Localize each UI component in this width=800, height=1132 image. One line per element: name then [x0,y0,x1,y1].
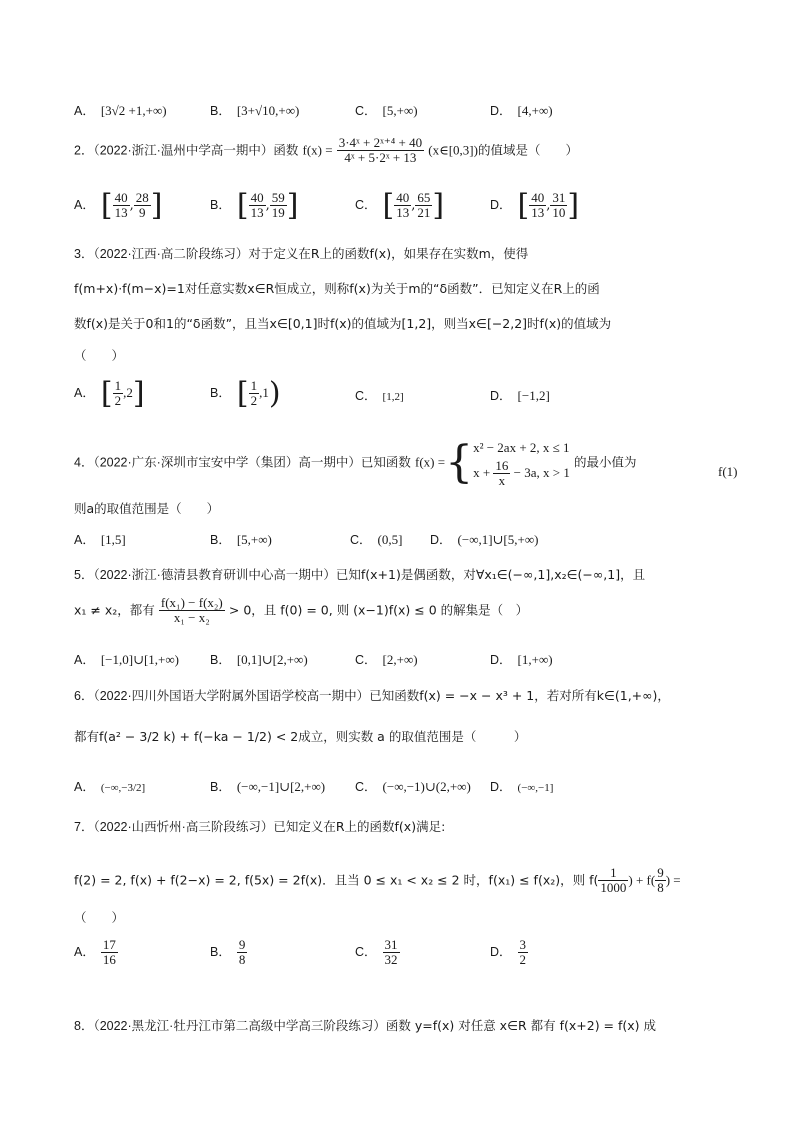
q3-stem-line1: 3．（2022·江西·高二阶段练习）对于定义在R上的函数f(x)，如果存在实数m，使得 [74,246,529,261]
q4-option-b[interactable]: B． [5,+∞) [210,532,272,547]
q2-option-b[interactable]: B． [ $\frac{40}{13}$ , $\frac{59}{19}$ ] [210,188,299,223]
q4-option-d[interactable]: D． (−∞,1]∪[5,+∞) [430,532,539,547]
q5-option-b[interactable]: B． [0,1]∪[2,+∞) [210,652,308,667]
q5-stem-line1: 5．（2022·浙江·德清县教育研训中心高一期中）已知f(x+1)是偶函数，对∀x₁∈(−∞,1],x₂∈(−∞,1]，且 [74,567,646,582]
q6-stem-line1: 6．（2022·四川外国语大学附属外国语学校高一期中）已知函数f(x) = −x − x³ + 1，若对所有k∈(1,+∞)， [74,688,670,703]
q2-option-d[interactable]: D． [ $\frac{40}{13}$ , $\frac{31}{10}$ ] [490,188,580,223]
q1-option-b[interactable]: B． [3+√10,+∞) [210,103,300,118]
q3-option-d[interactable]: D． [−1,2] [490,388,550,403]
q7-option-c[interactable]: C． $\frac{31}{32}$ [355,937,398,968]
q2-stem: 2．（2022·浙江·温州中学高一期中）函数 f(x) = $\frac{\text{3·4ˣ + 2ˣ⁺⁴ + 40}}{\text{4ˣ + 5·2ˣ + 13}}$ (x∈[0,3])的值域是（ ） [74,135,578,166]
q5-option-a[interactable]: A． [−1,0]∪[1,+∞) [74,652,179,667]
q6-option-d[interactable]: D． (−∞,−1] [490,780,554,794]
q1-option-c[interactable]: C． [5,+∞) [355,103,418,118]
q4-piecewise: x² − 2ax + 2, x ≤ 1 x + $\frac{16}{x}$ − 3a, x > 1 [473,440,570,489]
q1-option-d[interactable]: D． [4,+∞) [490,103,553,118]
q2-option-a[interactable]: A． [ $\frac{40}{13}$ , $\frac{28}{9}$ ] [74,188,163,223]
q7-stem-line3: （ ） [74,910,125,925]
q6-stem-line2: 都有f(a² − 3/2 k) + f(−ka − 1/2) < 2成立，则实数 a 的取值范围是（ ） [74,729,527,744]
q3-option-c[interactable]: C． [1,2] [355,389,404,403]
q6-option-a[interactable]: A． (−∞,−3/2] [74,780,146,794]
q4-option-a[interactable]: A． [1,5] [74,532,126,547]
q5-option-c[interactable]: C． [2,+∞) [355,652,418,667]
q4-option-c[interactable]: C． (0,5] [350,532,403,547]
q4-stem-line2: 则a的取值范围是（ ） [74,501,220,516]
q3-option-b[interactable]: B． [ $\frac{1}{2}$ ,1) [210,376,281,411]
q2-option-c[interactable]: C． [ $\frac{40}{13}$ , $\frac{65}{21}$ ] [355,188,445,223]
q6-option-b[interactable]: B． (−∞,−1]∪[2,+∞) [210,779,326,794]
q5-stem-line2: x₁ ≠ x₂，都有 $\frac{\text{f(x₁) − f(x₂)}}{\text{x₁ − x₂}}$ > 0，且 f(0) = 0, 则 (x−1)f(x) ≤ 0 的解集是（ ） [74,595,529,626]
q7-stem-line2: f(2) = 2, f(x) + f(2−x) = 2, f(5x) = 2f(x)．且当 0 ≤ x₁ < x₂ ≤ 2 时，f(x₁) ≤ f(x₂)，则 f( $\frac{1}{1000}$ ) + f( $\frac{9}{8}$ ) = [74,865,681,896]
q5-option-d[interactable]: D． [1,+∞) [490,652,553,667]
q3-stem-line2: f(m+x)·f(m−x)=1对任意实数x∈R恒成立，则称f(x)为关于m的“δ函数”．已知定义在R上的函 [74,281,600,296]
q3-option-a[interactable]: A． [ $\frac{1}{2}$ ,2] [74,376,145,411]
q3-stem-line4: （ ） [74,348,125,363]
q4-min-value: f(1) [718,464,738,479]
q4-stem: 4．（2022·广东·深圳市宝安中学（集团）高一期中）已知函数 f(x) ={ x² − 2ax + 2, x ≤ 1 x + $\frac{16}{x}$ − 3a, x > 1 的最小值为 [74,437,637,489]
q1-option-a[interactable]: A． [3√2 +1,+∞) [74,103,167,118]
q3-stem-line3: 数f(x)是关于0和1的“δ函数”，且当x∈[0,1]时f(x)的值域为[1,2]，则当x∈[−2,2]时f(x)的值域为 [74,316,612,331]
q8-stem-line1: 8．（2022·黑龙江·牡丹江市第二高级中学高三阶段练习）函数 y=f(x) 对任意 x∈R 都有 f(x+2) = f(x) 成 [74,1018,657,1033]
q7-stem-line1: 7．（2022·山西忻州·高三阶段练习）已知定义在R上的函数f(x)满足: [74,819,446,834]
q6-option-c[interactable]: C． (−∞,−1)∪(2,+∞) [355,779,471,794]
q2-fraction: $\frac{\text{3·4ˣ + 2ˣ⁺⁴ + 40}}{\text{4ˣ + 5·2ˣ + 13}}$ [338,135,423,166]
q7-option-d[interactable]: D． $\frac{3}{2}$ [490,937,527,968]
q7-option-a[interactable]: A． $\frac{17}{16}$ [74,937,116,968]
q7-option-b[interactable]: B． $\frac{9}{8}$ [210,937,246,968]
